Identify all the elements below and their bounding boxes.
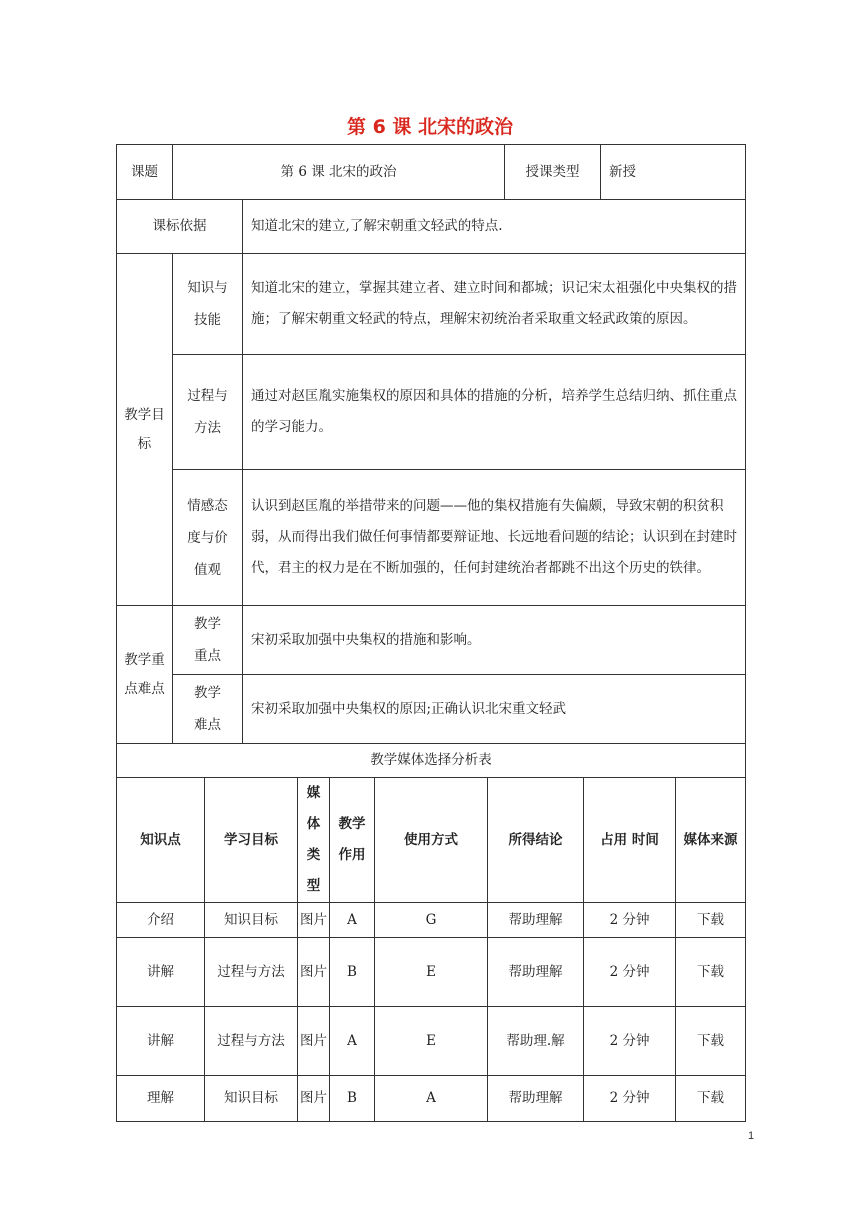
col-header: 所得结论 xyxy=(488,778,584,903)
table-cell: 2 分钟 xyxy=(584,1076,676,1122)
table-cell: 讲解 xyxy=(117,1007,205,1076)
col-header: 占用 时间 xyxy=(584,778,676,903)
table-cell: 过程与方法 xyxy=(205,938,298,1007)
lesson-type-value: 新授 xyxy=(601,145,746,200)
table-cell: 下载 xyxy=(676,1007,746,1076)
table-cell: 帮助理解 xyxy=(488,903,584,938)
goal-text-knowledge: 知道北宋的建立，掌握其建立者、建立时间和都城；识记宋太祖强化中央集权的措施；了解宋朝重文轻武的特点，理解宋初统治者采取重文轻武政策的原因。 xyxy=(243,254,746,355)
table-row xyxy=(117,938,746,1007)
goal-label-knowledge: 知识与技能 xyxy=(173,254,243,355)
table-cell: 帮助理.解 xyxy=(488,1007,584,1076)
table-cell: 2 分钟 xyxy=(584,1007,676,1076)
table-row xyxy=(117,903,746,938)
goals-label: 教学目标 xyxy=(117,254,173,606)
table-cell: A xyxy=(330,903,375,938)
col-header: 媒体来源 xyxy=(676,778,746,903)
table-cell: 2 分钟 xyxy=(584,903,676,938)
keypoint-text-focus: 宋初采取加强中央集权的措施和影响。 xyxy=(243,606,746,675)
keypoint-label-difficulty: 教学难点 xyxy=(173,675,243,744)
table-cell: 图片 xyxy=(298,938,330,1007)
table-cell: 过程与方法 xyxy=(205,1007,298,1076)
basis-label: 课标依据 xyxy=(117,200,243,254)
topic-label: 课题 xyxy=(117,145,173,200)
page-title: 第 6 课 北宋的政治 xyxy=(346,116,514,138)
lesson-plan-table xyxy=(116,144,746,1122)
keypoint-label-focus: 教学重点 xyxy=(173,606,243,675)
media-title-row xyxy=(117,744,746,778)
table-cell: E xyxy=(375,1007,488,1076)
table-cell: 介绍 xyxy=(117,903,205,938)
table-row xyxy=(117,1007,746,1076)
keypoint-text-difficulty: 宋初采取加强中央集权的原因;正确认识北宋重文轻武 xyxy=(243,675,746,744)
table-cell: 知识目标 xyxy=(205,1076,298,1122)
goal-label-process: 过程与方法 xyxy=(173,355,243,470)
table-row xyxy=(117,1076,746,1122)
table-cell: E xyxy=(375,938,488,1007)
lesson-type-label: 授课类型 xyxy=(505,145,601,200)
table-cell: B xyxy=(330,938,375,1007)
table-cell: A xyxy=(375,1076,488,1122)
table-cell: 帮助理解 xyxy=(488,1076,584,1122)
basis-value: 知道北宋的建立,了解宋朝重文轻武的特点. xyxy=(243,200,746,254)
table-cell: 2 分钟 xyxy=(584,938,676,1007)
table-cell: 下载 xyxy=(676,903,746,938)
table-cell: 图片 xyxy=(298,1076,330,1122)
table-cell: B xyxy=(330,1076,375,1122)
table-cell: A xyxy=(330,1007,375,1076)
basis-row xyxy=(117,200,746,254)
media-table-title: 教学媒体选择分析表 xyxy=(117,744,746,778)
goal-text-process: 通过对赵匡胤实施集权的原因和具体的措施的分析，培养学生总结归纳、抓住重点的学习能力。 xyxy=(243,355,746,470)
table-cell: G xyxy=(375,903,488,938)
table-cell: 知识目标 xyxy=(205,903,298,938)
media-header-row xyxy=(117,778,746,903)
topic-row xyxy=(117,145,746,200)
goal-row-process xyxy=(117,355,746,470)
table-cell: 图片 xyxy=(298,1007,330,1076)
topic-value: 第 6 课 北宋的政治 xyxy=(173,145,505,200)
goal-label-emotion: 情感态度与价值观 xyxy=(173,470,243,606)
keypoint-row-difficulty xyxy=(117,675,746,744)
goal-row-knowledge xyxy=(117,254,746,355)
table-cell: 理解 xyxy=(117,1076,205,1122)
table-cell: 下载 xyxy=(676,938,746,1007)
col-header: 教学 作用 xyxy=(330,778,375,903)
keypoints-label: 教学重点难点 xyxy=(117,606,173,744)
col-header: 媒体类型 xyxy=(298,778,330,903)
col-header: 学习目标 xyxy=(205,778,298,903)
col-header: 知识点 xyxy=(117,778,205,903)
table-cell: 图片 xyxy=(298,903,330,938)
page-number: 1 xyxy=(748,1130,755,1142)
goal-row-emotion xyxy=(117,470,746,606)
goal-text-emotion: 认识到赵匡胤的举措带来的问题——他的集权措施有失偏颇，导致宋朝的积贫积弱，从而得出我们做任何事情都要辩证地、长远地看问题的结论；认识到在封建时代，君主的权力是在不断加强的，任何封建统治者都跳不出这个历史的铁律。 xyxy=(243,470,746,606)
table-cell: 讲解 xyxy=(117,938,205,1007)
table-cell: 帮助理解 xyxy=(488,938,584,1007)
keypoint-row-focus xyxy=(117,606,746,675)
col-header: 使用方式 xyxy=(375,778,488,903)
table-cell: 下载 xyxy=(676,1076,746,1122)
